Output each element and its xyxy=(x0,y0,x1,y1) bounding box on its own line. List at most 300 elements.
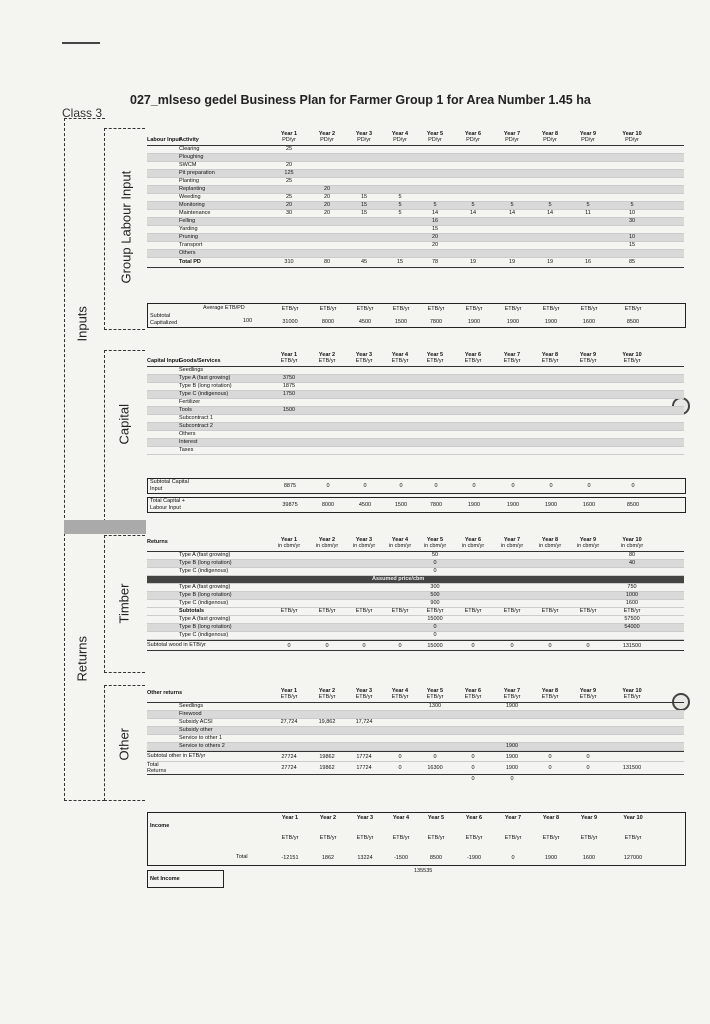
capital-rows xyxy=(147,367,684,455)
capital-subtotal-box xyxy=(147,478,686,494)
year-header: Year 10 xyxy=(623,815,643,821)
value-cell: 78 xyxy=(431,259,439,265)
income-total-label: Total xyxy=(236,854,248,860)
value-cell: 1875 xyxy=(282,383,296,389)
row-label: Weeding xyxy=(179,194,201,200)
unit-label: ETB/yr xyxy=(319,835,337,841)
year-header: Year 6 xyxy=(464,131,482,137)
value-cell: 0 xyxy=(472,483,476,489)
year-header: Year 3 xyxy=(355,131,373,137)
year-header: Year 7 xyxy=(503,352,521,358)
table-row xyxy=(147,375,684,383)
unit-label: ETB/yr xyxy=(392,835,410,841)
unit-header: ETB/yr xyxy=(579,358,597,364)
year-header: Year 2 xyxy=(318,131,336,137)
row-label: Type B (long rotation) xyxy=(179,383,232,389)
table-row xyxy=(147,162,684,170)
value-cell: 125 xyxy=(284,170,294,176)
year-header: Year 1 xyxy=(280,537,298,543)
value-cell: 1500 xyxy=(394,319,408,325)
year-header: Year 8 xyxy=(541,352,559,358)
unit-header: ETB/yr xyxy=(426,694,444,700)
value-cell: 1900 xyxy=(505,765,519,771)
table-row xyxy=(147,560,684,568)
value-cell: 750 xyxy=(627,584,637,590)
unit-header: PD/yr xyxy=(466,137,480,143)
value-cell: 0 xyxy=(471,776,475,782)
value-cell: 19862 xyxy=(319,765,335,771)
unit-label: ETB/yr xyxy=(318,608,336,614)
value-cell: 0 xyxy=(548,643,552,649)
value-cell: 1600 xyxy=(625,600,639,606)
value-cell: 1900 xyxy=(506,319,520,325)
capital-subtotal-label: Subtotal Capital Input xyxy=(150,479,189,492)
table-row xyxy=(147,423,684,431)
unit-header: PD/yr xyxy=(282,137,296,143)
year-header: Year 8 xyxy=(541,688,559,694)
labour-header: Labour Input xyxy=(147,137,181,143)
row-label: Subcontract 1 xyxy=(179,415,213,421)
unit-header: ETB/yr xyxy=(623,694,641,700)
unit-header: in cbm/yr xyxy=(620,543,644,549)
year-header: Year 5 xyxy=(427,815,445,821)
row-label: Yarding xyxy=(179,226,198,232)
value-cell: 0 xyxy=(363,483,367,489)
class-label: Class 3 xyxy=(62,106,103,120)
year-header: Year 1 xyxy=(281,815,299,821)
value-cell: 5 xyxy=(398,194,402,200)
row-label: Type C (indigenous) xyxy=(179,568,229,574)
value-cell: 19 xyxy=(469,259,477,265)
value-cell: 5 xyxy=(398,210,402,216)
value-cell: 30 xyxy=(628,218,636,224)
row-label: Planting xyxy=(179,178,199,184)
value-cell: 25 xyxy=(285,146,293,152)
value-cell: 40 xyxy=(628,560,636,566)
timber-volume-rows xyxy=(147,552,684,576)
labour-header-row xyxy=(147,131,684,146)
value-cell: 30 xyxy=(285,210,293,216)
year-header: Year 5 xyxy=(426,688,444,694)
unit-header: in cbm/yr xyxy=(423,543,447,549)
unit-label: ETB/yr xyxy=(624,306,642,312)
value-cell: 10 xyxy=(628,210,636,216)
year-header: Year 2 xyxy=(319,815,337,821)
year-header: Year 8 xyxy=(541,537,559,543)
row-label: Taxes xyxy=(179,447,194,453)
row-label: Fertilizer xyxy=(179,399,201,405)
unit-header: ETB/yr xyxy=(623,358,641,364)
value-cell: 1750 xyxy=(282,391,296,397)
value-cell: 11 xyxy=(585,210,591,216)
value-cell: 15 xyxy=(628,242,636,248)
year-header: Year 6 xyxy=(464,352,482,358)
unit-label: ETB/yr xyxy=(542,306,560,312)
row-label: Clearing xyxy=(179,146,200,152)
other-total-row xyxy=(147,762,684,775)
value-cell: 19 xyxy=(508,259,516,265)
value-cell: 1900 xyxy=(544,319,558,325)
year-header: Year 9 xyxy=(579,537,597,543)
group-labour-label: Group Labour Input xyxy=(118,170,134,284)
value-cell: 80 xyxy=(323,259,331,265)
value-cell: 1000 xyxy=(625,592,639,598)
capital-total-label: Total Capital + Labour Input xyxy=(150,498,186,511)
unit-header: in cbm/yr xyxy=(388,543,412,549)
value-cell: 0 xyxy=(510,776,514,782)
value-cell: 131500 xyxy=(622,643,642,649)
timber-value-rows xyxy=(147,616,684,640)
goods-header: Goods/Services xyxy=(179,358,221,364)
table-row xyxy=(147,154,684,162)
net-income-value: 135535 xyxy=(414,868,433,874)
value-cell: 0 xyxy=(433,568,437,574)
other-rows xyxy=(147,703,684,751)
value-cell: 17724 xyxy=(356,754,372,760)
row-label: Type C (indigenous) xyxy=(179,632,229,638)
year-header: Year 10 xyxy=(622,688,642,694)
value-cell: 500 xyxy=(430,592,440,598)
price-row xyxy=(147,576,684,584)
unit-label: ETB/yr xyxy=(391,608,409,614)
table-row xyxy=(147,383,684,391)
value-cell: 7800 xyxy=(429,319,443,325)
timber-header-row xyxy=(147,537,684,552)
value-cell: 19862 xyxy=(319,754,335,760)
year-header: Year 4 xyxy=(392,815,410,821)
value-cell: -12151 xyxy=(281,855,299,861)
value-cell: 0 xyxy=(511,483,515,489)
value-cell: 1900 xyxy=(467,319,481,325)
unit-label: ETB/yr xyxy=(427,306,445,312)
other-subtotal-label: Subtotal other in ETB/yr xyxy=(147,753,206,759)
value-cell: 0 xyxy=(325,643,329,649)
unit-label: ETB/yr xyxy=(427,835,445,841)
row-label: Replanting xyxy=(179,186,206,192)
value-cell: 20 xyxy=(323,210,331,216)
year-header: Year 1 xyxy=(280,131,298,137)
unit-label: ETB/yr xyxy=(579,608,597,614)
timber-header: Returns xyxy=(147,539,168,545)
row-label: Type C (indigenous) xyxy=(179,391,229,397)
unit-header: ETB/yr xyxy=(355,694,373,700)
value-cell: 1900 xyxy=(505,703,519,709)
other-total-label: Total Returns xyxy=(147,762,167,774)
row-label: Others xyxy=(179,250,196,256)
value-cell: 27724 xyxy=(281,754,297,760)
unit-header: PD/yr xyxy=(357,137,371,143)
unit-label: ETB/yr xyxy=(580,306,598,312)
other-header-row xyxy=(147,688,684,703)
row-label: Pruning xyxy=(179,234,198,240)
table-row xyxy=(147,391,684,399)
row-label: Type A (fast growing) xyxy=(179,552,231,558)
unit-header: in cbm/yr xyxy=(461,543,485,549)
row-label: Pit preparation xyxy=(179,170,215,176)
unit-header: ETB/yr xyxy=(579,694,597,700)
row-label: Type C (indigenous) xyxy=(179,600,229,606)
value-cell: 0 xyxy=(587,483,591,489)
unit-label: ETB/yr xyxy=(356,835,374,841)
year-header: Year 9 xyxy=(579,131,597,137)
value-cell: 0 xyxy=(631,483,635,489)
year-header: Year 9 xyxy=(579,688,597,694)
labour-total-row xyxy=(147,258,684,268)
value-cell: 8500 xyxy=(626,319,640,325)
value-cell: 50 xyxy=(431,552,439,558)
value-cell: 1600 xyxy=(582,319,596,325)
value-cell: 0 xyxy=(433,632,437,638)
unit-header: ETB/yr xyxy=(541,358,559,364)
value-cell: 5 xyxy=(398,202,402,208)
value-cell: 1900 xyxy=(544,855,558,861)
value-cell: 31000 xyxy=(282,319,298,325)
capital-total-box xyxy=(147,497,686,513)
value-cell: 5 xyxy=(586,202,590,208)
avg-value: 100 xyxy=(243,318,253,324)
value-cell: 0 xyxy=(362,643,366,649)
value-cell: 27724 xyxy=(281,765,297,771)
value-cell: 0 xyxy=(511,855,515,861)
table-row xyxy=(147,624,684,632)
value-cell: 8875 xyxy=(283,483,297,489)
value-cell: 0 xyxy=(398,754,402,760)
value-cell: 0 xyxy=(399,483,403,489)
value-cell: 1862 xyxy=(321,855,335,861)
year-header: Year 4 xyxy=(391,688,409,694)
table-row xyxy=(147,178,684,186)
year-header: Year 2 xyxy=(318,537,336,543)
value-cell: 8000 xyxy=(321,319,335,325)
year-header: Year 9 xyxy=(579,352,597,358)
value-cell: 20 xyxy=(323,194,331,200)
unit-label: ETB/yr xyxy=(355,608,373,614)
row-label: Felling xyxy=(179,218,196,224)
unit-header: PD/yr xyxy=(505,137,519,143)
value-cell: 25 xyxy=(285,178,293,184)
value-cell: 85 xyxy=(628,259,636,265)
year-header: Year 4 xyxy=(391,537,409,543)
value-cell: 10 xyxy=(628,234,636,240)
value-cell: 39875 xyxy=(282,502,298,508)
value-cell: 5 xyxy=(471,202,475,208)
year-header: Year 2 xyxy=(318,688,336,694)
value-cell: 1500 xyxy=(282,407,296,413)
table-row xyxy=(147,727,684,735)
value-cell: 0 xyxy=(433,754,437,760)
value-cell: 1600 xyxy=(582,855,596,861)
table-row xyxy=(147,711,684,719)
unit-header: PD/yr xyxy=(428,137,442,143)
value-cell: 127000 xyxy=(623,855,643,861)
year-header: Year 7 xyxy=(503,131,521,137)
timber-subtotal-row xyxy=(147,640,684,651)
unit-label: ETB/yr xyxy=(464,608,482,614)
value-cell: 1900 xyxy=(544,502,558,508)
unit-header: PD/yr xyxy=(581,137,595,143)
value-cell: 17,724 xyxy=(355,719,373,725)
labour-subtotal-box xyxy=(147,303,686,328)
unit-label: ETB/yr xyxy=(580,835,598,841)
table-row xyxy=(147,218,684,226)
table-row xyxy=(147,447,684,455)
table-row xyxy=(147,399,684,407)
unit-header: ETB/yr xyxy=(318,358,336,364)
year-header: Year 6 xyxy=(464,537,482,543)
value-cell: 19 xyxy=(546,259,554,265)
table-row xyxy=(147,210,684,218)
row-label: Tools xyxy=(179,407,192,413)
subtotals-label: Subtotals xyxy=(179,608,205,614)
value-cell: 5 xyxy=(630,202,634,208)
capital-table xyxy=(147,352,684,455)
unit-label: ETB/yr xyxy=(504,306,522,312)
value-cell: -1500 xyxy=(393,855,409,861)
value-cell: 5 xyxy=(433,202,437,208)
year-header: Year 10 xyxy=(622,537,642,543)
value-cell: 4500 xyxy=(358,319,372,325)
row-label: Type B (long rotation) xyxy=(179,624,232,630)
row-label: Type B (long rotation) xyxy=(179,592,232,598)
unit-label: ETB/yr xyxy=(281,306,299,312)
table-row xyxy=(147,250,684,258)
value-cell: 1500 xyxy=(394,502,408,508)
year-header: Year 2 xyxy=(318,352,336,358)
value-cell: 1300 xyxy=(428,703,442,709)
top-rule xyxy=(62,42,100,44)
value-cell: 1900 xyxy=(505,754,519,760)
row-label: SWCM xyxy=(179,162,197,168)
row-label: Type A (fast growing) xyxy=(179,584,231,590)
table-row xyxy=(147,234,684,242)
value-cell: 7800 xyxy=(429,502,443,508)
value-cell: 5 xyxy=(548,202,552,208)
year-header: Year 7 xyxy=(503,537,521,543)
value-cell: 0 xyxy=(434,483,438,489)
value-cell: 14 xyxy=(508,210,516,216)
table-row xyxy=(147,431,684,439)
value-cell: 0 xyxy=(586,765,590,771)
year-header: Year 10 xyxy=(622,131,642,137)
other-subtotal-row xyxy=(147,751,684,762)
table-row xyxy=(147,616,684,624)
table-row xyxy=(147,170,684,178)
returns-label: Returns xyxy=(74,635,90,682)
year-header: Year 4 xyxy=(391,352,409,358)
value-cell: 54000 xyxy=(624,624,640,630)
unit-header: ETB/yr xyxy=(426,358,444,364)
timber-price-rows xyxy=(147,584,684,608)
value-cell: 8000 xyxy=(321,502,335,508)
capital-header: Capital Input xyxy=(147,358,181,364)
unit-header: ETB/yr xyxy=(503,694,521,700)
timber-subtotals-row xyxy=(147,608,684,616)
unit-label: ETB/yr xyxy=(465,306,483,312)
timber-subtotal-label: Subtotal wood in ETB/yr xyxy=(147,642,207,648)
row-label: Seedlings xyxy=(179,367,204,373)
value-cell: 0 xyxy=(586,754,590,760)
avg-label: Average ETB/PD xyxy=(203,305,245,311)
value-cell: 0 xyxy=(433,560,437,566)
value-cell: 20 xyxy=(431,242,439,248)
unit-header: ETB/yr xyxy=(464,358,482,364)
value-cell: 300 xyxy=(430,584,440,590)
table-row xyxy=(147,407,684,415)
inputs-label: Inputs xyxy=(74,306,90,342)
unit-header: PD/yr xyxy=(393,137,407,143)
year-header: Year 1 xyxy=(280,688,298,694)
value-cell: 27,724 xyxy=(280,719,298,725)
year-header: Year 8 xyxy=(542,815,560,821)
unit-header: in cbm/yr xyxy=(500,543,524,549)
row-label: Maintenance xyxy=(179,210,211,216)
net-income-box xyxy=(147,870,224,888)
year-header: Year 7 xyxy=(503,688,521,694)
unit-header: in cbm/yr xyxy=(277,543,301,549)
row-label: Firewood xyxy=(179,711,202,717)
unit-label: ETB/yr xyxy=(356,306,374,312)
year-header: Year 3 xyxy=(355,688,373,694)
year-header: Year 3 xyxy=(356,815,374,821)
unit-label: ETB/yr xyxy=(504,835,522,841)
other-header: Other returns xyxy=(147,690,183,696)
activity-header: Activity xyxy=(179,137,199,143)
year-header: Year 5 xyxy=(426,537,444,543)
value-cell: 15000 xyxy=(427,616,443,622)
row-label: Subsidy ACSI xyxy=(179,719,213,725)
value-cell: 20 xyxy=(323,202,331,208)
table-row xyxy=(147,186,684,194)
net-income-label: Net Income xyxy=(150,876,180,882)
unit-header: ETB/yr xyxy=(541,694,559,700)
unit-label: ETB/yr xyxy=(624,835,642,841)
unit-label: ETB/yr xyxy=(426,608,444,614)
timber-table xyxy=(147,537,684,651)
row-label: Service to others 2 xyxy=(179,743,225,749)
year-header: Year 4 xyxy=(391,131,409,137)
year-header: Year 5 xyxy=(426,352,444,358)
table-row xyxy=(147,592,684,600)
unit-header: in cbm/yr xyxy=(576,543,600,549)
value-cell: 1900 xyxy=(505,743,519,749)
unit-header: PD/yr xyxy=(320,137,334,143)
value-cell: 1900 xyxy=(506,502,520,508)
unit-label: ETB/yr xyxy=(542,835,560,841)
row-label: Type B (long rotation) xyxy=(179,560,232,566)
unit-header: in cbm/yr xyxy=(538,543,562,549)
value-cell: 15 xyxy=(431,226,439,232)
other-extra-row xyxy=(147,775,684,782)
unit-header: ETB/yr xyxy=(464,694,482,700)
year-header: Year 5 xyxy=(426,131,444,137)
labour-total-label: Total PD xyxy=(179,259,201,265)
value-cell: 0 xyxy=(471,754,475,760)
page-title: 027_mlseso gedel Business Plan for Farmer Group 1 for Area Number 1.45 ha xyxy=(130,93,591,107)
unit-header: PD/yr xyxy=(625,137,639,143)
value-cell: 20 xyxy=(285,162,293,168)
unit-label: ETB/yr xyxy=(623,608,641,614)
value-cell: 19,862 xyxy=(318,719,336,725)
row-label: Service to other 1 xyxy=(179,735,223,741)
value-cell: 131500 xyxy=(622,765,642,771)
value-cell: 0 xyxy=(398,765,402,771)
year-header: Year 7 xyxy=(504,815,522,821)
unit-header: ETB/yr xyxy=(280,694,298,700)
value-cell: 8500 xyxy=(626,502,640,508)
table-row xyxy=(147,743,684,751)
row-label: Interest xyxy=(179,439,198,445)
unit-header: ETB/yr xyxy=(280,358,298,364)
